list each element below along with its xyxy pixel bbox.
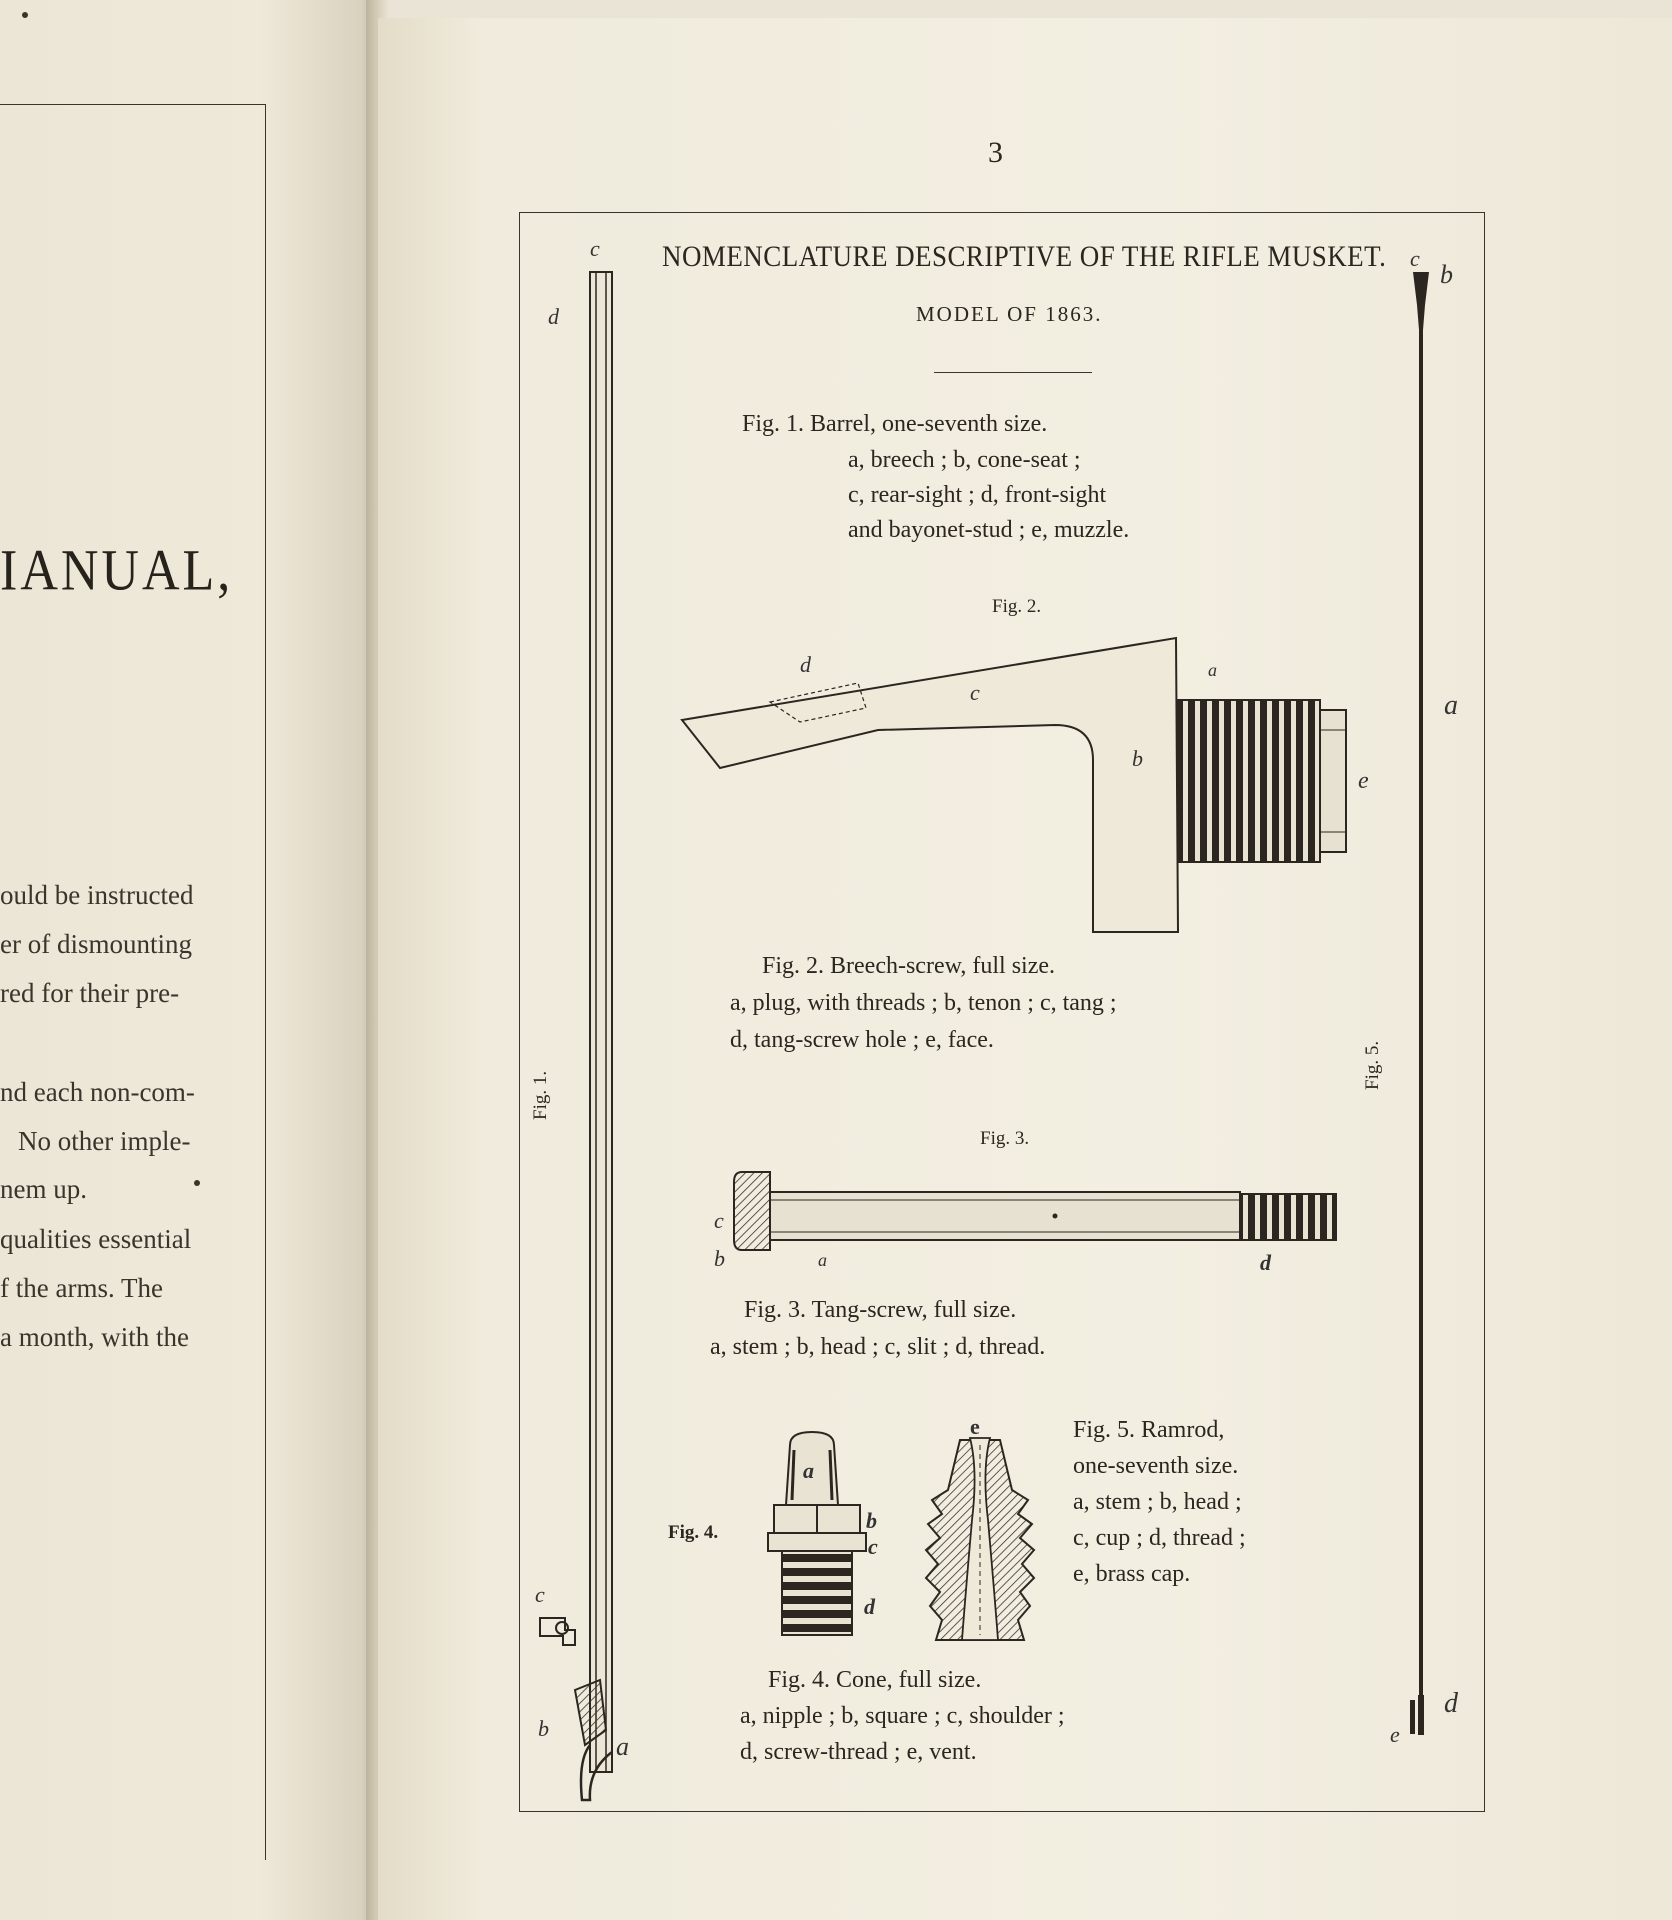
ramrod-illustration bbox=[1410, 272, 1429, 1735]
left-text-line: nem up. bbox=[0, 1174, 87, 1204]
fig3-caption-line: Fig. 3. Tang-screw, full size. bbox=[744, 1297, 1017, 1323]
fig2-caption-line: a, plug, with threads ; b, tenon ; c, tang ; bbox=[730, 990, 1117, 1016]
left-text-line: a month, with the bbox=[0, 1322, 189, 1352]
fig1-side-label: Fig. 1. bbox=[530, 1070, 551, 1120]
label-b-fig1: b bbox=[538, 1716, 549, 1741]
label-d-fig5: d bbox=[1444, 1688, 1458, 1719]
fig4-caption-line: a, nipple ; b, square ; c, shoulder ; bbox=[740, 1703, 1065, 1729]
fig2-caption-line: Fig. 2. Breech-screw, full size. bbox=[762, 953, 1056, 979]
label-c-fig4: c bbox=[868, 1534, 878, 1559]
label-e-fig2: e bbox=[1358, 768, 1369, 794]
fig3-caption-line: a, stem ; b, head ; c, slit ; d, thread. bbox=[710, 1334, 1046, 1360]
fig4-caption-line: Fig. 4. Cone, full size. bbox=[768, 1667, 982, 1693]
label-d-fig4: d bbox=[864, 1594, 875, 1619]
label-b-fig3: b bbox=[714, 1246, 725, 1271]
label-b-fig4: b bbox=[866, 1508, 877, 1533]
plate-title: NOMENCLATURE DESCRIPTIVE OF THE RIFLE MUSKET. bbox=[662, 240, 1387, 273]
barrel-illustration bbox=[540, 272, 612, 1800]
fig5-caption-line: one-seventh size. bbox=[1073, 1453, 1239, 1479]
label-d-fig1: d bbox=[548, 304, 559, 329]
label-a-fig1: a bbox=[616, 1732, 629, 1761]
label-d-fig3: d bbox=[1260, 1250, 1271, 1275]
breech-screw-illustration bbox=[682, 638, 1346, 932]
left-text-line: nd each non-com- bbox=[0, 1077, 195, 1107]
label-c-fig1: c bbox=[535, 1582, 545, 1607]
page-number: 3 bbox=[988, 136, 1003, 169]
fig5-caption-line: Fig. 5. Ramrod, bbox=[1073, 1417, 1225, 1443]
left-text-line: No other imple- bbox=[18, 1126, 191, 1156]
fig2-label: Fig. 2. bbox=[992, 596, 1042, 617]
plate-subtitle: MODEL OF 1863. bbox=[916, 302, 1103, 326]
label-a-fig3: a bbox=[818, 1250, 827, 1270]
left-text-line: f the arms. The bbox=[0, 1273, 163, 1303]
left-text-line: qualities essential bbox=[0, 1224, 192, 1254]
label-e-fig4: e bbox=[970, 1414, 980, 1439]
left-text-line: ould be instructed bbox=[0, 880, 194, 910]
label-a-fig4: a bbox=[803, 1458, 814, 1483]
fig1-caption-line: a, breech ; b, cone-seat ; bbox=[848, 447, 1081, 473]
fig5-caption-line: a, stem ; b, head ; bbox=[1073, 1489, 1242, 1515]
fig5-caption-line: e, brass cap. bbox=[1073, 1561, 1191, 1587]
left-text-line: er of dismounting bbox=[0, 929, 192, 959]
fig1-caption-line: Fig. 1. Barrel, one-seventh size. bbox=[742, 411, 1048, 437]
fig1-caption-line: c, rear-sight ; d, front-sight bbox=[848, 482, 1107, 508]
label-a-fig5: a bbox=[1444, 690, 1458, 721]
left-text-line: red for their pre- bbox=[0, 978, 180, 1008]
label-e-fig5: e bbox=[1390, 1722, 1400, 1747]
label-b-fig5: b bbox=[1440, 260, 1453, 289]
fig1-caption-line: and bayonet-stud ; e, muzzle. bbox=[848, 517, 1130, 543]
tang-screw-illustration bbox=[734, 1172, 1336, 1250]
label-c-fig3: c bbox=[714, 1208, 724, 1233]
cone-exterior-illustration bbox=[768, 1432, 866, 1635]
cone-section-illustration bbox=[926, 1438, 1034, 1640]
fig4-label: Fig. 4. bbox=[668, 1522, 719, 1543]
label-b-fig2: b bbox=[1132, 746, 1143, 771]
label-c-fig5: c bbox=[1410, 246, 1420, 271]
fig4-caption-line: d, screw-thread ; e, vent. bbox=[740, 1739, 977, 1765]
fig3-label: Fig. 3. bbox=[980, 1128, 1030, 1149]
label-c-fig1: c bbox=[590, 236, 600, 261]
fig5-caption-line: c, cup ; d, thread ; bbox=[1073, 1525, 1246, 1551]
fig2-caption-line: d, tang-screw hole ; e, face. bbox=[730, 1027, 994, 1053]
label-d-fig2: d bbox=[800, 652, 811, 677]
fig5-side-label: Fig. 5. bbox=[1362, 1040, 1383, 1090]
label-c-fig2: c bbox=[970, 680, 980, 705]
label-a-fig2: a bbox=[1208, 660, 1217, 680]
left-title-fragment: IANUAL, bbox=[0, 539, 234, 603]
